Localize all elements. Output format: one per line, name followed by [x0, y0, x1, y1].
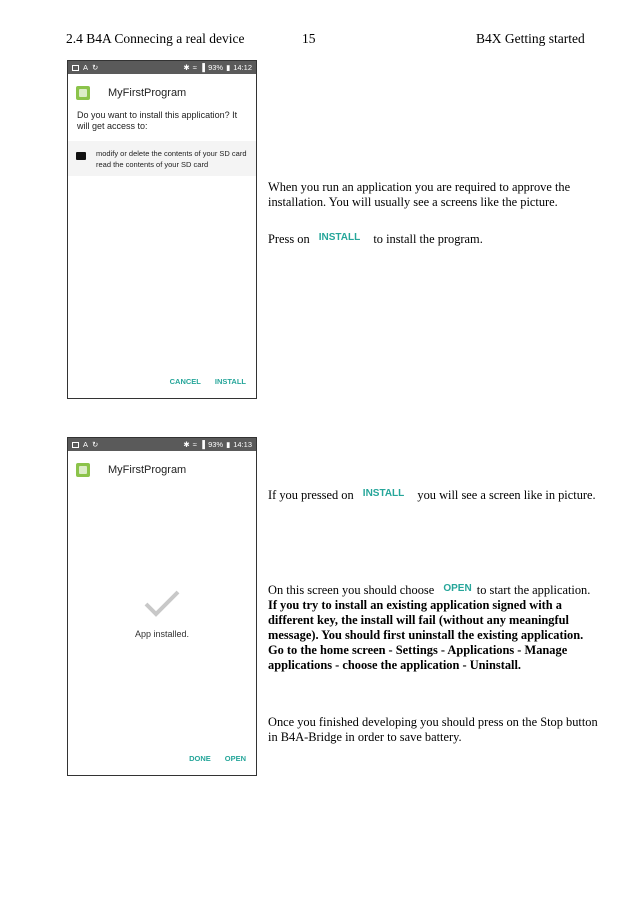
battery-percent: 93%: [208, 63, 224, 72]
text-fragment: to install the program.: [373, 232, 483, 246]
permissions-box: [68, 141, 256, 176]
done-button[interactable]: DONE: [189, 754, 211, 763]
signal-icon: ▐: [199, 440, 206, 449]
header-section: 2.4 B4A Connecing a real device: [66, 31, 245, 46]
app-icon: [76, 463, 90, 477]
cancel-button[interactable]: CANCEL: [169, 377, 201, 386]
sync-icon: ↻: [92, 440, 99, 449]
install-inline-button: INSTALL: [362, 488, 405, 499]
warning-text: If you try to install an existing application signed with a different key, the install will fail (without any meaningful message). You should first uninstall the existing application. Go to the home screen - Settings - Applications - Manage applications - choose the application - Uninstall.: [268, 598, 584, 672]
wifi-icon: ≈: [192, 63, 197, 72]
bluetooth-icon: ✱: [183, 440, 190, 449]
install-inline-button: INSTALL: [318, 232, 361, 243]
app-installed-screenshot: [67, 437, 257, 776]
battery-icon: ▮: [226, 63, 231, 72]
paragraph-pressed-install: [268, 486, 598, 503]
permission-item: modify or delete the contents of your SD card: [96, 149, 247, 158]
folder-icon: [76, 152, 86, 160]
app-title: MyFirstProgram: [108, 87, 187, 99]
open-inline-button: OPEN: [443, 583, 472, 594]
text-fragment: you will see a screen like in picture.: [417, 488, 596, 502]
status-time: 14:13: [233, 440, 252, 449]
open-button[interactable]: OPEN: [224, 754, 246, 763]
install-question: Do you want to install this application? It will get access to:: [77, 110, 238, 131]
text-fragment: On this screen you should choose: [268, 583, 435, 597]
signal-icon: ▐: [199, 63, 206, 72]
bluetooth-icon: ✱: [183, 63, 190, 72]
page-number: 15: [302, 31, 316, 46]
status-bar: [68, 438, 256, 451]
install-prompt-screenshot: [67, 60, 257, 399]
sync-icon: ↻: [92, 63, 99, 72]
battery-icon: ▮: [226, 440, 231, 449]
paragraph-approve-install: When you run an application you are required to approve the installation. You will usually see a screens like the picture.: [268, 180, 571, 209]
text-fragment: Press on: [268, 232, 310, 246]
notification-icon: [72, 442, 79, 448]
checkmark-icon: [142, 588, 182, 618]
status-time: 14:12: [233, 63, 252, 72]
app-icon: [76, 86, 90, 100]
paragraph-choose-open: [268, 581, 598, 673]
paragraph-press-install: [268, 230, 598, 247]
paragraph-stop-button: Once you finished developing you should press on the Stop button in B4A-Bridge in order to save battery.: [268, 715, 598, 744]
install-button[interactable]: INSTALL: [214, 377, 246, 386]
header-book-title: B4X Getting started: [476, 31, 585, 46]
text-fragment: to start the application.: [476, 583, 591, 597]
permission-item: read the contents of your SD card: [96, 160, 209, 169]
signal-a-icon: A: [83, 440, 89, 449]
installed-message: App installed.: [134, 629, 190, 639]
status-bar: [68, 61, 256, 74]
notification-icon: [72, 65, 79, 71]
text-fragment: If you pressed on: [268, 488, 354, 502]
signal-a-icon: A: [83, 63, 89, 72]
battery-percent: 93%: [208, 440, 224, 449]
wifi-icon: ≈: [192, 440, 197, 449]
app-title: MyFirstProgram: [108, 464, 187, 476]
